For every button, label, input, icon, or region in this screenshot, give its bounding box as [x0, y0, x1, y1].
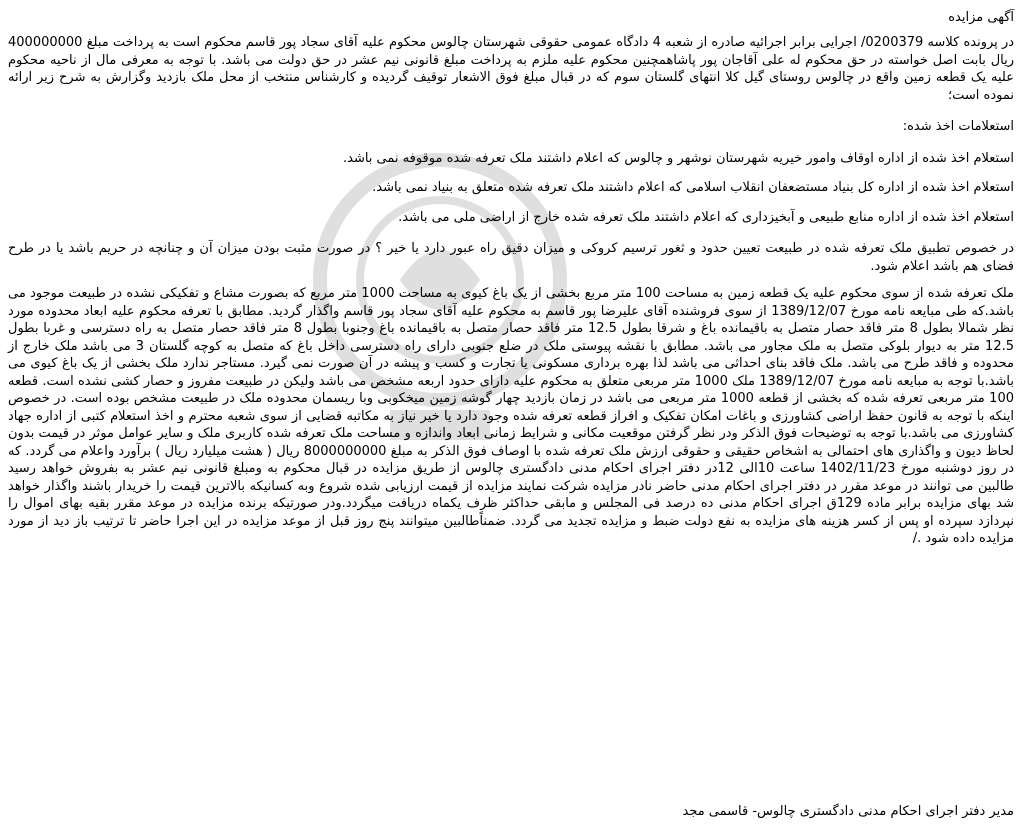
inquiry-natural-resources: استعلام اخذ شده از اداره منابع طبیعی و آبخیزداری که اعلام داشتند ملک تعرفه شده خارج از اراضی ملی می باشد. [398, 209, 1014, 225]
signature-line: مدیر دفتر اجرای احکام مدنی دادگستری چالوس- قاسمی مجد [682, 804, 1014, 819]
notice-intro-paragraph: در پرونده کلاسه 0200379/ اجرایی برابر اجرائیه صادره از شعبه 4 دادگاه عمومی حقوقی شهرستان چالوس محکوم علیه آقای سجاد پور قاسم محکوم است به پرداخت مبلغ 400000000 ریال بابت اصل خواسته در حق محکوم له علی آقاجان پور پاشاهمچنین محکوم علیه ملزم به پرداخت مبلغ قانونی نیم عشر در حق دولت می باشد. با توجه به معرفی مال از ناحیه محکوم علیه یک قطعه زمین واقع در چالوس روستای گیل کلا انتهای گلستان سوم که در قبال مبلغ فوق الاشعار توقیف گردیده و کارشناس منتخب از محل ملک بازدید وگزارش به شرح زیر ارائه نموده است؛ [8, 35, 1015, 103]
notice-title: آگهی مزایده [948, 10, 1014, 25]
inquiry-endowment-office: استعلام اخذ شده از اداره اوقاف وامور خیریه شهرستان نوشهر و چالوس که اعلام داشتند ملک تعرفه شده موقوفه نمی باشد. [342, 150, 1014, 166]
expert-report-paragraph: ملک تعرفه شده از سوی محکوم علیه یک قطعه زمین به مساحت 100 متر مربع بخشی از یک باغ کیوی به مساحت 1000 متر مربع که بصورت مشاع و تفکیکی نشده در طبیعت موجود می باشد.که طی مبایعه نامه مورخ 1389/12/07 از سوی فروشنده آقای علیرضا پور قاسم به محکوم علیه آقای سجاد پور قاسم واگذار گردید. مطابق با تعرفه محکوم علیه ابعاد محدوده مورد نظر شمالا بطول 8 متر فاقد حصار متصل به باقیمانده باغ و شرقا بطول 12.5 متر فاقد حصار متصل به باقیمانده باغ وجنوبا بطول 8 متر فاقد حصار متصل به راه دسترسی و غربا بطول 12.5 متر به دیوار بلوکی متصل به ملک مجاور می باشد. مطابق با نقشه پیوستی ملک در ضلع جنوبی دارای راه دسترسی داخل باغ که متصل به کوچه گلستان 3 می باشد ملک خارج از محدوده و فاقد طرح می باشد. ملک فاقد بنای احداثی می باشد لذا بهره برداری مسکونی یا تجارت و کسب و پیشه در آن صورت نمی گیرد. مستاجر ندارد ملک بخشی از یک باغ کیوی می باشد.با توجه به مبایعه نامه مورخ 1389/12/07 ملک 1000 متر مربعی متعلق به محکوم علیه دارای حدود اربعه مشخص می باشد ولیکن در طبیعت مفروز و حصار کشی نشده است. قطعه 100 متر مربعی تعرفه شده که بخشی از قطعه 1000 متر مربعی می باشد در زمان بازدید چهار گوشه زمین میخکوبی وبا ریسمان محدوده ملک در طبیعت مشخص بوده است. در خصوص اینکه با توجه به قانون حفظ اراضی کشاورزی و باغات امکان تفکیک و افراز قطعه تعرفه شده وجود دارد یا خیر نیاز به مکاتبه قضایی از سوی شعبه محترم و اخذ استعلام کتبی از اداره جهاد کشاورزی می باشد.با توجه به توضیحات فوق الذکر ودر نظر گرفتن موقعیت مکانی و شرایط زمانی ابعاد واندازه و مساحت ملک تعرفه شده کاربری ملک و سایر عوامل موثر در قیمت بدون لحاظ دیون و واگذاری های احتمالی به اشخاص حقیقی و حقوقی ارزش ملک تعرفه شده با اوصاف فوق الذکر به مبلغ 8000000000 ریال ( هشت میلیارد ریال ) برآورد واعلام می گردد. که در روز دوشنبه مورخ 1402/11/23 ساعت 10الی 12در دفتر اجرای احکام مدنی دادگستری چالوس از طریق مزایده در قبال محکوم به ومبلغ قانونی نیم عشر به بفروش خواهد رسید طالبین می توانند در موعد مقرر در دفتر اجرای احکام مدنی حاضر نادر مزایده شرکت نمایند مزایده از قیمت ارزیابی شده شروع وبه کسانیکه بالاترین قیمت را خریدار باشند واگذار خواهد شد بهای مزایده برابر ماده 129ق اجرای احکام مدنی ده درصد فی المجلس و مابقی حداکثر ظرف یکماه دریافت میگردد.ودر صورتیکه برنده مزایده در موعد مقرر بقیه بهای اموال را نپردازد سپرده او پس از کسر هزینه های مزایده به نفع دولت ضبط و مزایده تجدید می گردد. ضمناًطالبین میتوانند پنج روز قبل از موعد مزایده در این اجرا حاضر تا ترتیب باز دید از مورد مزایده داده شود ./ [8, 286, 1015, 546]
inquiry-mostazafan-foundation: استعلام اخذ شده از اداره کل بنیاد مستضعفان انقلاب اسلامی که اعلام داشتند ملک تعرفه شده متعلق به بنیاد نمی باشد. [372, 180, 1014, 195]
inquiries-heading: استعلامات اخذ شده: [902, 119, 1014, 134]
survey-question-paragraph: در خصوص تطبیق ملک تعرفه شده در طبیعت تعیین حدود و ثغور ترسیم کروکی و میزان دقیق راه عبور دارد یا خیر ؟ در صورت مثبت بودن میزان آن و چنانچه در حریم باشد یا در طرح فضای هم باشد اعلام شود. [8, 241, 1014, 274]
